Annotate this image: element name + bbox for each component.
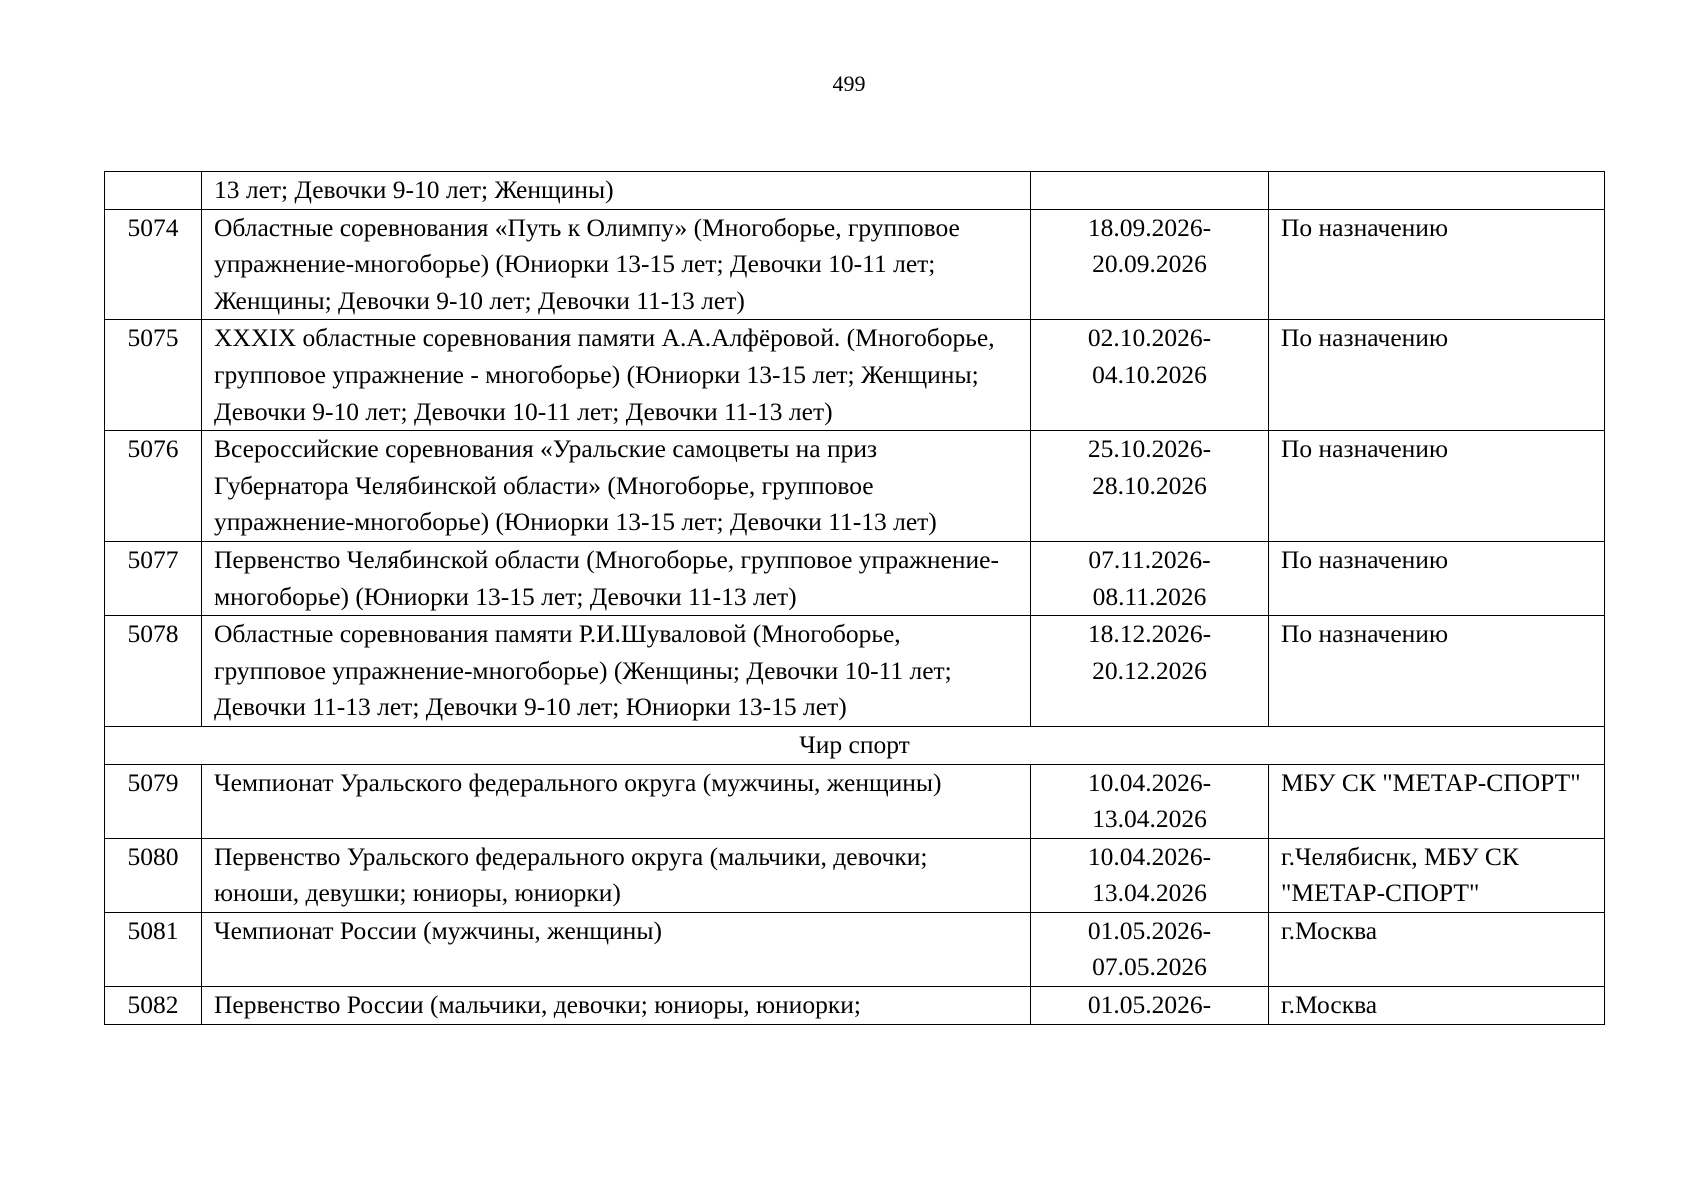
table-row xyxy=(105,616,1605,727)
event-number-cell: 5079 xyxy=(105,764,202,838)
event-dates-cell: 18.09.2026-20.09.2026 xyxy=(1031,209,1269,320)
event-dates-cell: 02.10.2026-04.10.2026 xyxy=(1031,320,1269,431)
event-dates-cell: 07.11.2026-08.11.2026 xyxy=(1031,541,1269,615)
event-place-cell: По назначению xyxy=(1269,541,1605,615)
table-row xyxy=(105,209,1605,320)
table-row xyxy=(105,912,1605,986)
event-number-cell: 5076 xyxy=(105,431,202,542)
event-place-cell: По назначению xyxy=(1269,320,1605,431)
event-name-cell: Чемпионат Уральского федерального округа (мужчины, женщины) xyxy=(202,764,1031,838)
event-place-cell: По назначению xyxy=(1269,431,1605,542)
event-dates-cell: 10.04.2026-13.04.2026 xyxy=(1031,838,1269,912)
event-name-cell: Всероссийские соревнования «Уральские самоцветы на приз Губернатора Челябинской области» (Многоборье, групповое упражнение-многоборье) (Юниорки 13-15 лет; Девочки 11-13 лет) xyxy=(202,431,1031,542)
table-row xyxy=(105,838,1605,912)
event-place-cell: г.Москва xyxy=(1269,987,1605,1025)
event-name-cell: Областные соревнования памяти Р.И.Шуваловой (Многоборье, групповое упражнение-многоборье) (Женщины; Девочки 10-11 лет; Девочки 11-13 лет; Девочки 9-10 лет; Юниорки 13-15 лет) xyxy=(202,616,1031,727)
table-row xyxy=(105,431,1605,542)
event-place-cell: г.Челябиснк, МБУ СК "МЕТАР-СПОРТ" xyxy=(1269,838,1605,912)
table-row xyxy=(105,320,1605,431)
event-number-cell: 5081 xyxy=(105,912,202,986)
event-name-cell: 13 лет; Девочки 9-10 лет; Женщины) xyxy=(202,172,1031,210)
event-name-cell: Первенство Челябинской области (Многоборье, групповое упражнение-многоборье) (Юниорки 13-15 лет; Девочки 11-13 лет) xyxy=(202,541,1031,615)
event-dates-cell: 18.12.2026-20.12.2026 xyxy=(1031,616,1269,727)
event-name-cell: XXXIX областные соревнования памяти А.А.Алфёровой. (Многоборье, групповое упражнение - многоборье) (Юниорки 13-15 лет; Женщины; Девочки 9-10 лет; Девочки 10-11 лет; Девочки 11-13 лет) xyxy=(202,320,1031,431)
event-place-cell: По назначению xyxy=(1269,209,1605,320)
events-table xyxy=(104,171,1605,1025)
event-number-cell: 5078 xyxy=(105,616,202,727)
event-name-cell: Областные соревнования «Путь к Олимпу» (Многоборье, групповое упражнение-многоборье) (Юниорки 13-15 лет; Девочки 10-11 лет; Женщины; Девочки 9-10 лет; Девочки 11-13 лет) xyxy=(202,209,1031,320)
event-number-cell: 5074 xyxy=(105,209,202,320)
event-dates-cell: 25.10.2026-28.10.2026 xyxy=(1031,431,1269,542)
event-number-cell: 5080 xyxy=(105,838,202,912)
event-place-cell: г.Москва xyxy=(1269,912,1605,986)
section-header-row xyxy=(105,726,1605,764)
event-number-cell: 5075 xyxy=(105,320,202,431)
event-place-cell: МБУ СК "МЕТАР-СПОРТ" xyxy=(1269,764,1605,838)
event-name-cell: Первенство Уральского федерального округа (мальчики, девочки; юноши, девушки; юниоры, юниорки) xyxy=(202,838,1031,912)
section-title: Чир спорт xyxy=(105,726,1605,764)
event-place-cell xyxy=(1269,172,1605,210)
event-dates-cell: 01.05.2026- xyxy=(1031,987,1269,1025)
event-name-cell: Чемпионат России (мужчины, женщины) xyxy=(202,912,1031,986)
event-number-cell: 5077 xyxy=(105,541,202,615)
event-name-cell: Первенство России (мальчики, девочки; юниоры, юниорки; xyxy=(202,987,1031,1025)
event-dates-cell xyxy=(1031,172,1269,210)
event-dates-cell: 10.04.2026-13.04.2026 xyxy=(1031,764,1269,838)
table-row-continuation xyxy=(105,172,1605,210)
table-row xyxy=(105,541,1605,615)
event-number-cell: 5082 xyxy=(105,987,202,1025)
event-dates-cell: 01.05.2026-07.05.2026 xyxy=(1031,912,1269,986)
table-row xyxy=(105,987,1605,1025)
event-number-cell xyxy=(105,172,202,210)
page-number: 499 xyxy=(832,71,866,96)
table-row xyxy=(105,764,1605,838)
event-place-cell: По назначению xyxy=(1269,616,1605,727)
